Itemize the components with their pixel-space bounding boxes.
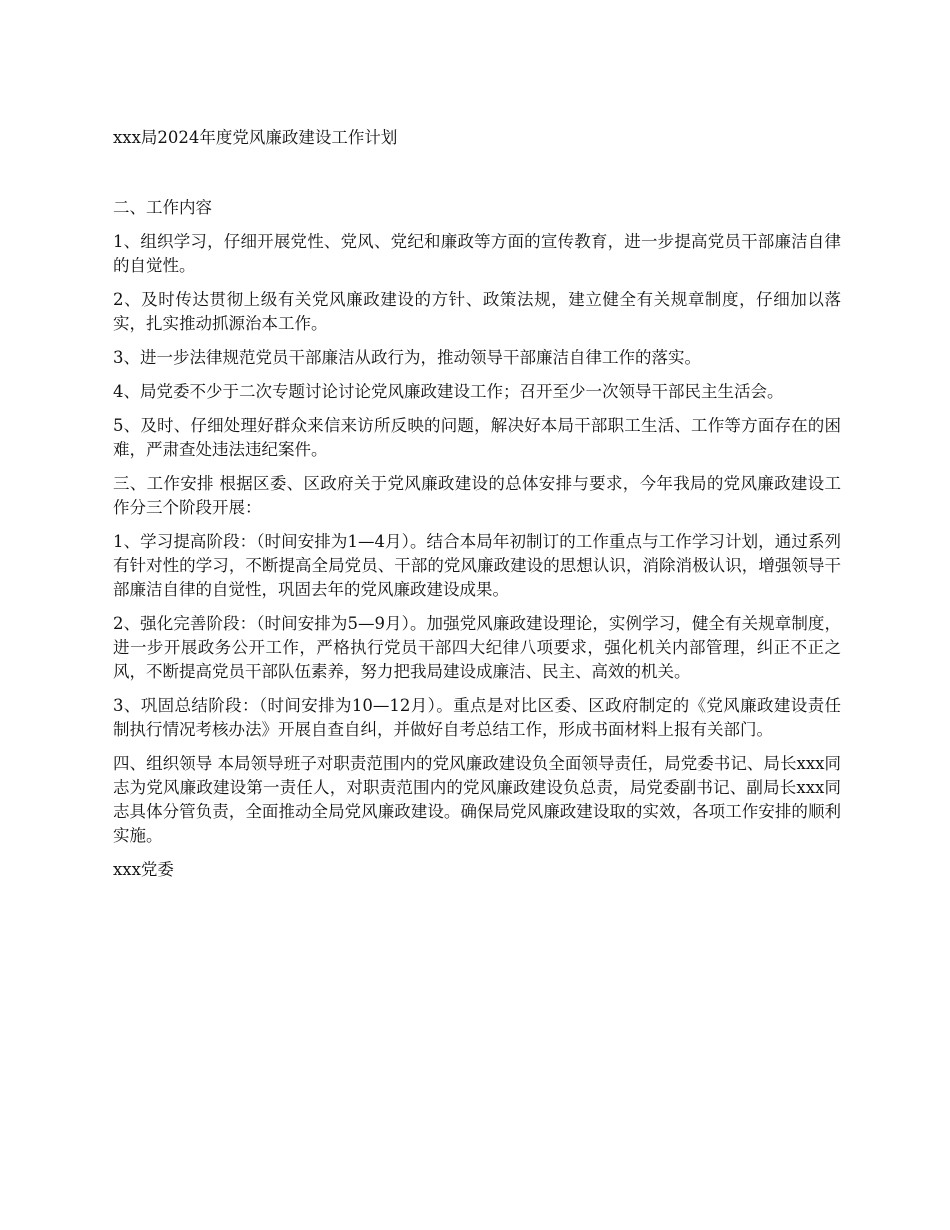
document-title: xxx局2024年度党风廉政建设工作计划 xyxy=(113,128,398,147)
work-arrangement-stage-3: 3、巩固总结阶段：（时间安排为10—12月）。重点是对比区委、区政府制定的《党风廉政建设责任制执行情况考核办法》开展自查自纠，并做好自考总结工作，形成书面材料上报有关部门。 xyxy=(113,696,841,739)
work-content-item-1: 1、组织学习，仔细开展党性、党风、党纪和廉政等方面的宣传教育，进一步提高党员干部廉洁自律的自觉性。 xyxy=(113,232,841,275)
section-work-arrangement-intro: 三、工作安排 根据区委、区政府关于党风廉政建设的总体安排与要求，今年我局的党风廉政建设工作分三个阶段开展： xyxy=(113,474,841,517)
work-arrangement-stage-1: 1、学习提高阶段：（时间安排为1—4月）。结合本局年初制订的工作重点与工作学习计划，通过系列有针对性的学习，不断提高全局党员、干部的党风廉政建设的思想认识，消除消极认识，增强领导干部廉洁自律的自觉性，巩固去年的党风廉政建设成果。 xyxy=(113,532,841,599)
document-page xyxy=(113,126,841,899)
section-organization-leadership: 四、组织领导 本局领导班子对职责范围内的党风廉政建设负全面领导责任，局党委书记、局长xxx同志为党风廉政建设第一责任人，对职责范围内的党风廉政建设负总责，局党委副书记、副局长xxx同志具体分管负责，全面推动全局党风廉政建设。确保局党风廉政建设取的实效，各项工作安排的顺利实施。 xyxy=(113,754,841,845)
work-content-item-5: 5、及时、仔细处理好群众来信来访所反映的问题，解决好本局干部职工生活、工作等方面存在的困难，严肃查处违法违纪案件。 xyxy=(113,416,841,459)
work-arrangement-stage-2: 2、强化完善阶段：（时间安排为5—9月）。加强党风廉政建设理论，实例学习，健全有关规章制度，进一步开展政务公开工作，严格执行党员干部四大纪律八项要求，强化机关内部管理，纠正不正之风，不断提高党员干部队伍素养，努力把我局建设成廉洁、民主、高效的机关。 xyxy=(113,614,841,681)
work-content-item-2: 2、及时传达贯彻上级有关党风廉政建设的方针、政策法规，建立健全有关规章制度，仔细加以落实，扎实推动抓源治本工作。 xyxy=(113,290,841,333)
work-content-item-3: 3、进一步法律规范党员干部廉洁从政行为，推动领导干部廉洁自律工作的落实。 xyxy=(113,348,701,367)
signature: xxx党委 xyxy=(113,860,174,879)
work-content-item-4: 4、局党委不少于二次专题讨论讨论党风廉政建设工作；召开至少一次领导干部民主生活会。 xyxy=(113,382,784,401)
section-heading-work-content: 二、工作内容 xyxy=(113,198,212,217)
